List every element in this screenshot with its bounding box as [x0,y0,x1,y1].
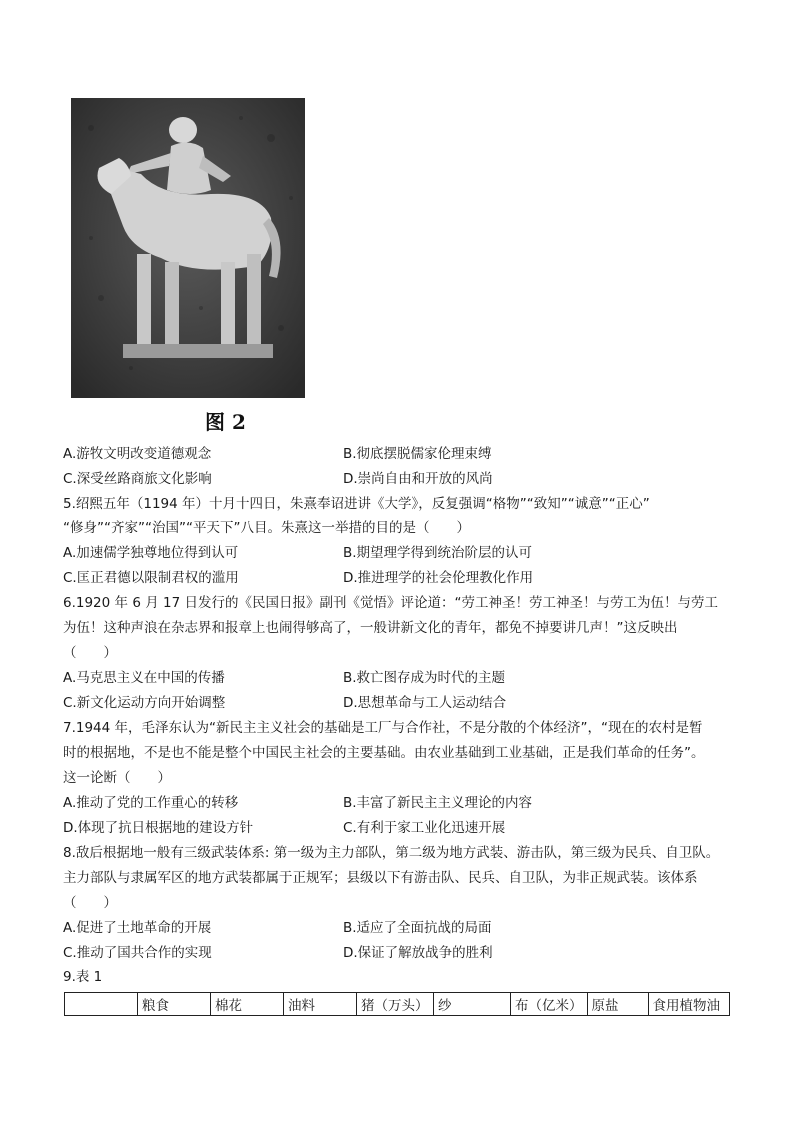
q9-stem: 9.表 1 [63,969,103,985]
q4-option-a: A.游牧文明改变道德观念 [63,446,212,462]
q7-stem-line1: 7.1944 年，毛泽东认为“新民主主义社会的基础是工厂与合作社，不是分散的个体经济”，“现在的农村是暂 [63,720,703,736]
table-header-cell: 食用植物油 [648,993,730,1016]
q4-option-c: C.深受丝路商旅文化影响 [63,471,212,487]
table-header-cell: 布（亿米） [511,993,588,1016]
q5-stem-line2: “修身”“齐家”“治国”“平天下”八目。朱熹这一举措的目的是（ ） [63,520,470,536]
table-header-cell [65,993,138,1016]
q6-option-b: B.救亡图存成为时代的主题 [343,670,506,686]
q8-option-d: D.保证了解放战争的胜利 [343,945,493,961]
q8-option-a: A.促进了土地革命的开展 [63,920,212,936]
q6-option-c: C.新文化运动方向开始调整 [63,695,226,711]
table-header-cell: 棉花 [211,993,284,1016]
q7-stem-line3: 这一论断（ ） [63,770,171,786]
q7-option-a: A.推动了党的工作重心的转移 [63,795,239,811]
q4-option-b: B.彻底摆脱儒家伦理束缚 [343,446,492,462]
q6-option-a: A.马克思主义在中国的传播 [63,670,225,686]
figure-caption: 图 2 [205,410,246,434]
q6-stem-line3: （ ） [63,645,117,661]
q5-stem-line1: 5.绍熙五年（1194 年）十月十四日，朱熹奉诏进讲《大学》，反复强调“格物”“致知”“诚意”“正心” [63,496,650,512]
q6-stem-line2: 为伍！这种声浪在杂志界和报章上也闹得够高了，一般讲新文化的青年，都免不掉要讲几声！”这反映出 [63,620,678,636]
table-header-cell: 粮食 [138,993,211,1016]
q7-option-b: B.丰富了新民主主义理论的内容 [343,795,533,811]
horse-rider-illustration [71,98,305,398]
table-header-cell: 猪（万头） [357,993,434,1016]
table-header-cell: 纱 [434,993,511,1016]
q8-option-c: C.推动了国共合作的实现 [63,945,212,961]
q5-option-a: A.加速儒学独尊地位得到认可 [63,545,239,561]
q7-stem-line2: 时的根据地，不是也不能是整个中国民主社会的主要基础。由农业基础到工业基础，正是我们革命的任务”。 [63,745,705,761]
q8-option-b: B.适应了全面抗战的局面 [343,920,492,936]
q8-stem-line2: 主力部队与隶属军区的地方武装都属于正规军；县级以下有游击队、民兵、自卫队，为非正规武装。该体系 [63,870,698,886]
q6-stem-line1: 6.1920 年 6 月 17 日发行的《民国日报》副刊《觉悟》评论道：“劳工神圣！劳工神圣！与劳工为伍！与劳工 [63,595,718,611]
q5-option-c: C.匡正君德以限制君权的滥用 [63,570,239,586]
table-header-cell: 油料 [284,993,357,1016]
table-header-row [65,993,730,1016]
q5-option-d: D.推进理学的社会伦理教化作用 [343,570,534,586]
table-1 [64,992,730,1016]
figure-horse-rider-image [71,98,305,398]
q7-option-d: D.体现了抗日根据地的建设方针 [63,820,254,836]
q8-stem-line3: （ ） [63,895,117,911]
q6-option-d: D.思想革命与工人运动结合 [343,695,507,711]
q7-option-c: C.有利于家工业化迅速开展 [343,820,506,836]
q8-stem-line1: 8.敌后根据地一般有三级武装体系: 第一级为主力部队，第二级为地方武装、游击队，第三级为民兵、自卫队。 [63,845,720,861]
q5-option-b: B.期望理学得到统治阶层的认可 [343,545,533,561]
table-header-cell: 原盐 [587,993,648,1016]
q4-option-d: D.崇尚自由和开放的风尚 [343,471,493,487]
